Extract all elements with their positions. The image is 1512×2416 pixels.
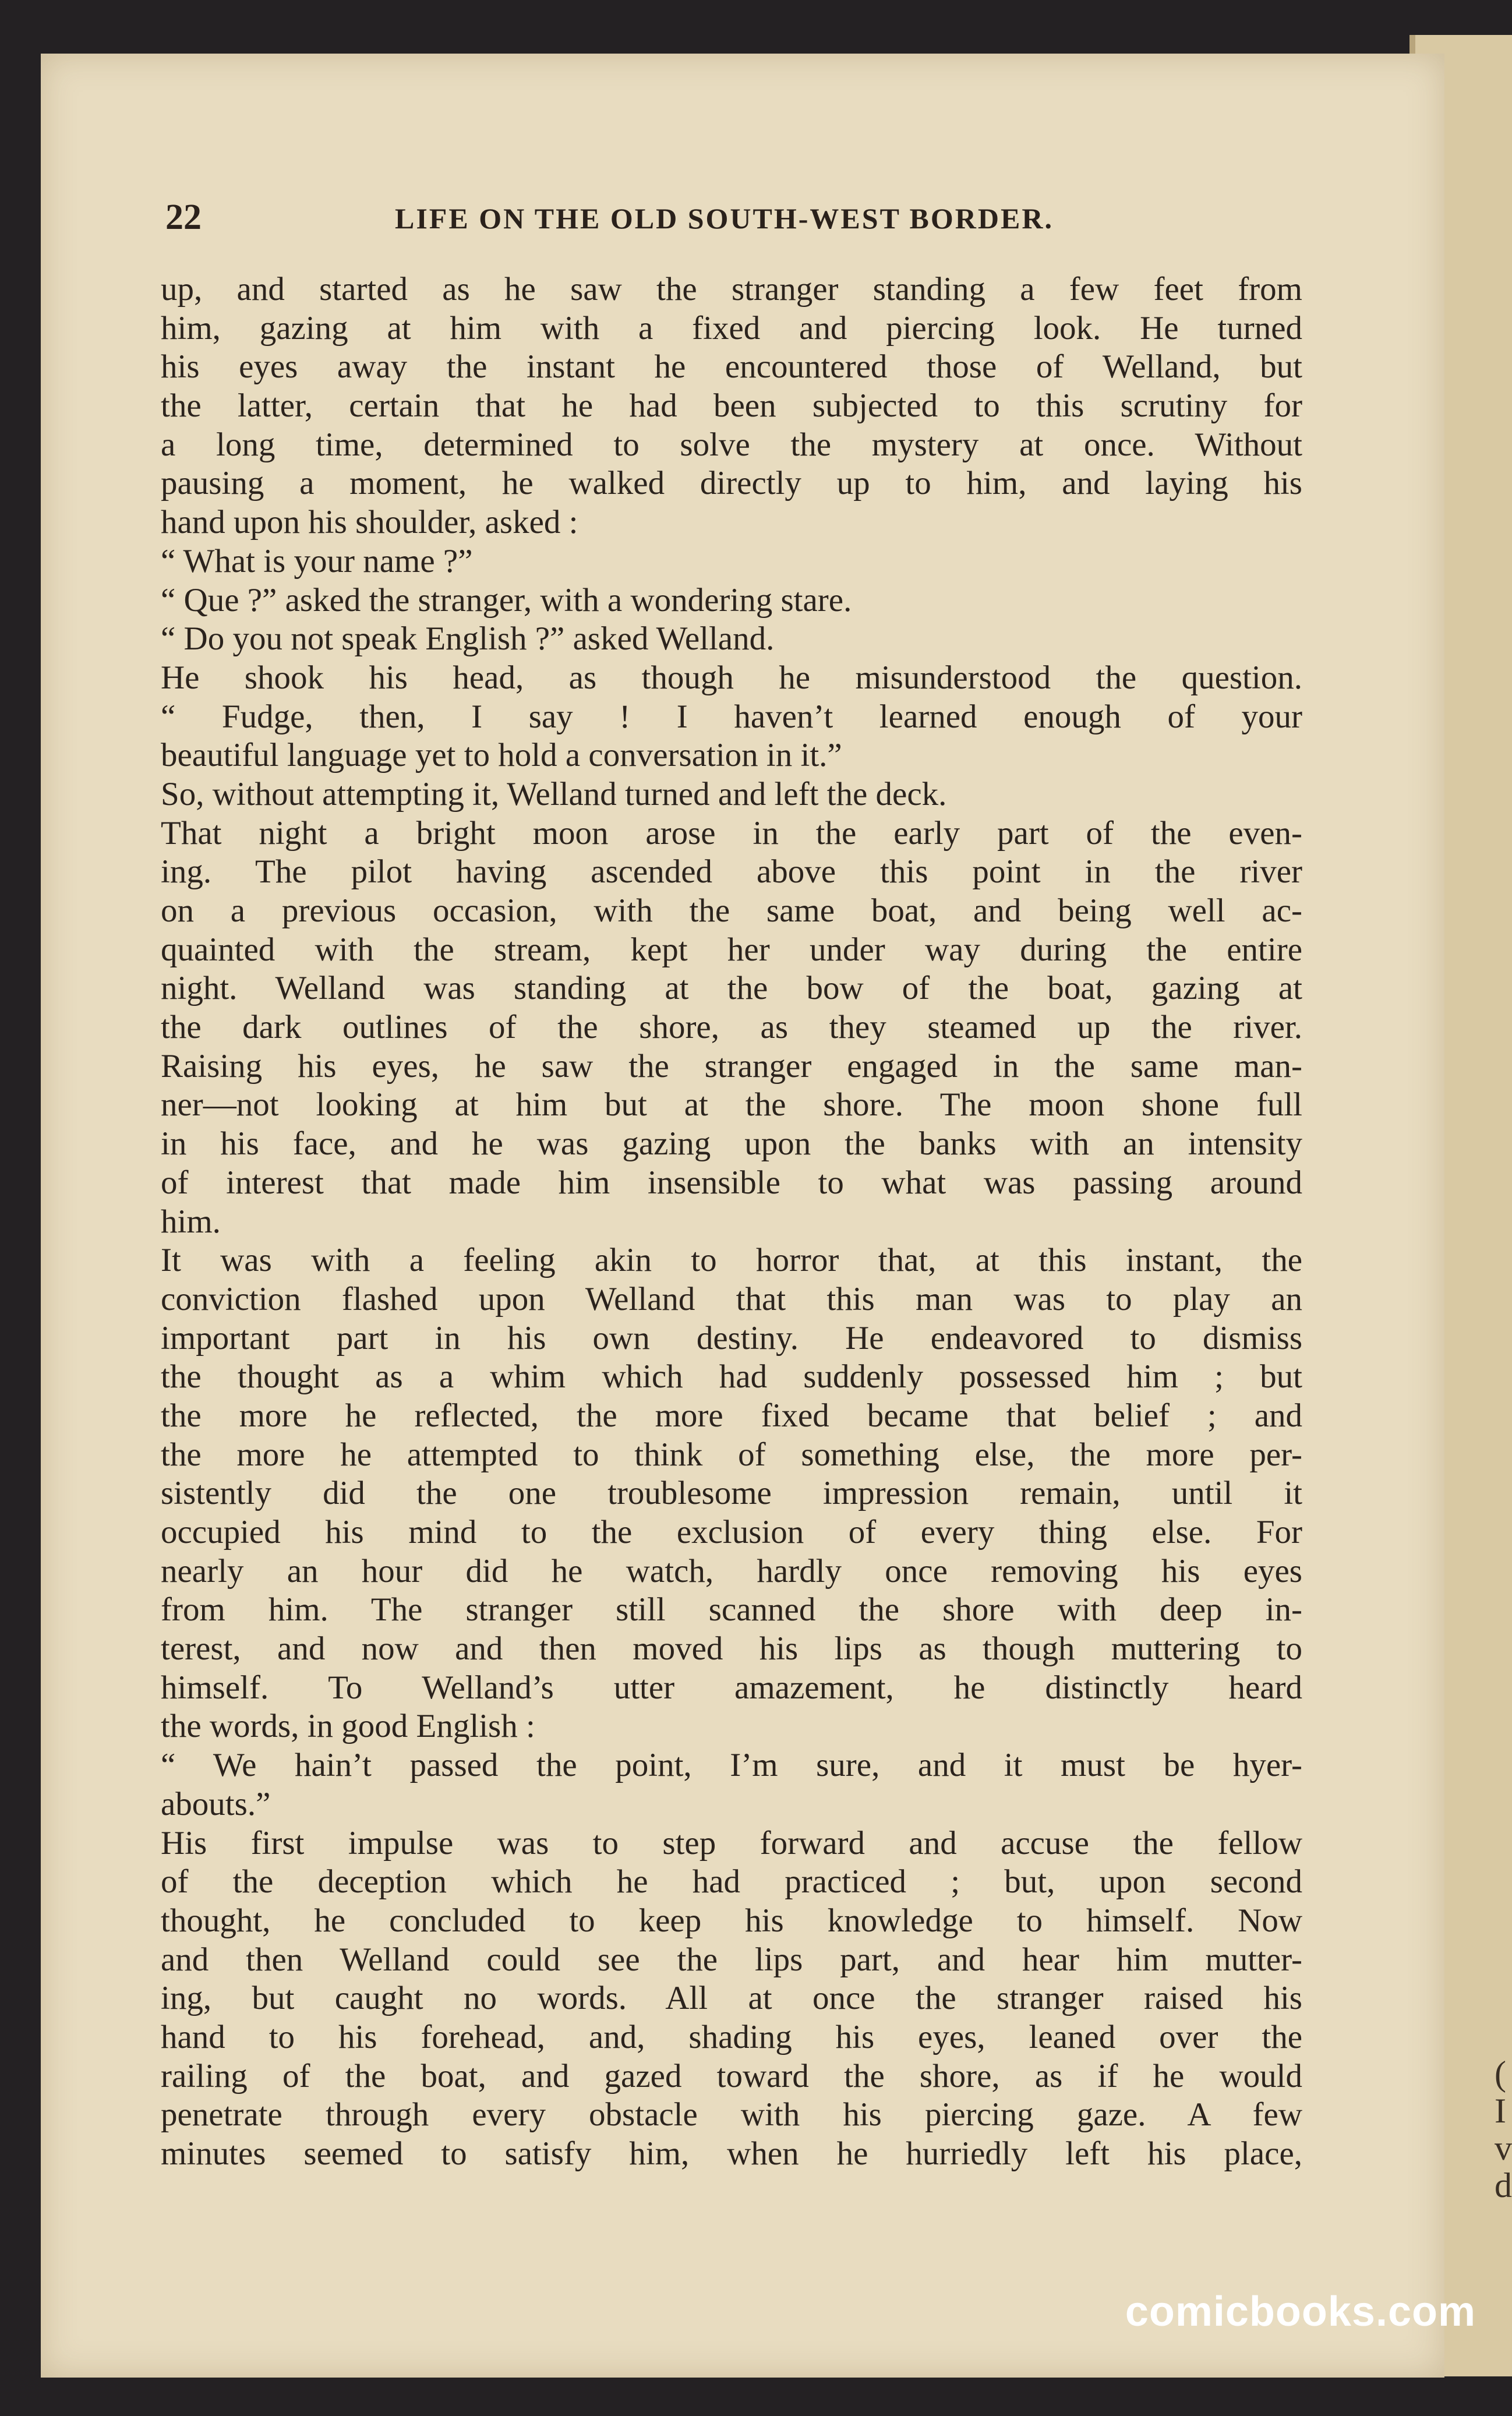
text-line: himself. To Welland’s utter amazement, he distinctly heard bbox=[161, 1669, 1302, 1706]
text-line: up, and started as he saw the stranger standing a few feet from bbox=[161, 271, 1302, 308]
edge-char: I bbox=[1495, 2092, 1506, 2130]
text-line: thought, he concluded to keep his knowledge to himself. Now bbox=[161, 1902, 1302, 1939]
text-line: penetrate through every obstacle with his piercing gaze. A few bbox=[161, 2096, 1302, 2134]
text-line: from him. The stranger still scanned the shore with deep in- bbox=[161, 1591, 1302, 1629]
text-line: the more he attempted to think of something else, the more per- bbox=[161, 1436, 1302, 1473]
text-line: So, without attempting it, Welland turned and left the deck. bbox=[161, 775, 947, 813]
text-line: He shook his head, as though he misunderstood the question. bbox=[161, 659, 1302, 696]
text-line: of the deception which he had practiced ; but, upon second bbox=[161, 1863, 1302, 1901]
text-line: of interest that made him insensible to what was passing around bbox=[161, 1164, 1302, 1201]
running-head: LIFE ON THE OLD SOUTH-WEST BORDER. bbox=[395, 202, 1054, 235]
body-text bbox=[161, 270, 1302, 2174]
text-line: “ Que ?” asked the stranger, with a wondering stare. bbox=[161, 581, 852, 619]
text-line: It was with a feeling akin to horror that, at this instant, the bbox=[161, 1242, 1302, 1279]
text-line: sistently did the one troublesome impression remain, until it bbox=[161, 1475, 1302, 1512]
edge-char: v bbox=[1495, 2129, 1512, 2167]
text-line: ing, but caught no words. All at once the stranger raised his bbox=[161, 1980, 1302, 2017]
edge-char: ( bbox=[1495, 2054, 1506, 2093]
text-line: His first impulse was to step forward and accuse the fellow bbox=[161, 1824, 1302, 1862]
page-number: 22 bbox=[165, 197, 202, 237]
text-line: quainted with the stream, kept her under way during the entire bbox=[161, 931, 1302, 968]
text-line: “ Do you not speak English ?” asked Welland. bbox=[161, 620, 775, 658]
text-line: the latter, certain that he had been subjected to this scrutiny for bbox=[161, 387, 1302, 425]
text-line: nearly an hour did he watch, hardly once removing his eyes bbox=[161, 1552, 1302, 1590]
text-line: on a previous occasion, with the same boat, and being well ac- bbox=[161, 892, 1302, 929]
text-line: him. bbox=[161, 1203, 221, 1240]
text-line: Raising his eyes, he saw the stranger engaged in the same man- bbox=[161, 1047, 1302, 1085]
text-line: night. Welland was standing at the bow of the boat, gazing at bbox=[161, 970, 1302, 1007]
text-line: the more he reflected, the more fixed became that belief ; and bbox=[161, 1397, 1302, 1434]
text-line: “ We hain’t passed the point, I’m sure, and it must be hyer- bbox=[161, 1747, 1302, 1784]
text-line: in his face, and he was gazing upon the banks with an intensity bbox=[161, 1125, 1302, 1163]
page-header bbox=[165, 197, 1301, 243]
text-line: pausing a moment, he walked directly up to him, and laying his bbox=[161, 465, 1302, 502]
text-line: conviction flashed upon Welland that this man was to play an bbox=[161, 1280, 1302, 1318]
text-line: “ What is your name ?” bbox=[161, 542, 473, 580]
text-line: the thought as a whim which had suddenly possessed him ; but bbox=[161, 1358, 1302, 1396]
text-line: railing of the boat, and gazed toward the shore, as if he would bbox=[161, 2057, 1302, 2094]
text-line: him, gazing at him with a fixed and piercing look. He turned bbox=[161, 309, 1302, 347]
text-line: the dark outlines of the shore, as they steamed up the river. bbox=[161, 1009, 1302, 1046]
edge-char: d bbox=[1495, 2166, 1512, 2205]
text-line: and then Welland could see the lips part, and hear him mutter- bbox=[161, 1941, 1302, 1978]
text-line: hand to his forehead, and, shading his eyes, leaned over the bbox=[161, 2018, 1302, 2055]
text-line: abouts.” bbox=[161, 1785, 271, 1822]
text-line: minutes seemed to satisfy him, when he hurriedly left his place, bbox=[161, 2135, 1302, 2172]
text-line: a long time, determined to solve the mystery at once. Without bbox=[161, 426, 1302, 463]
text-line: “ Fudge, then, I say ! I haven’t learned enough of your bbox=[161, 698, 1302, 735]
text-line: occupied his mind to the exclusion of every thing else. For bbox=[161, 1514, 1302, 1550]
text-line: ner—not looking at him but at the shore. The moon shone full bbox=[161, 1086, 1302, 1124]
text-line: important part in his own destiny. He endeavored to dismiss bbox=[161, 1319, 1302, 1357]
text-line: ing. The pilot having ascended above this point in the river bbox=[161, 853, 1302, 891]
site-watermark: comicbooks.com bbox=[1125, 2288, 1476, 2335]
text-line: terest, and now and then moved his lips as though muttering to bbox=[161, 1630, 1302, 1668]
text-line: the words, in good English : bbox=[161, 1708, 535, 1745]
text-line: his eyes away the instant he encountered those of Welland, but bbox=[161, 348, 1302, 386]
text-line: That night a bright moon arose in the early part of the even- bbox=[161, 814, 1302, 852]
text-line: hand upon his shoulder, asked : bbox=[161, 504, 578, 541]
text-line: beautiful language yet to hold a conversation in it.” bbox=[161, 737, 842, 774]
